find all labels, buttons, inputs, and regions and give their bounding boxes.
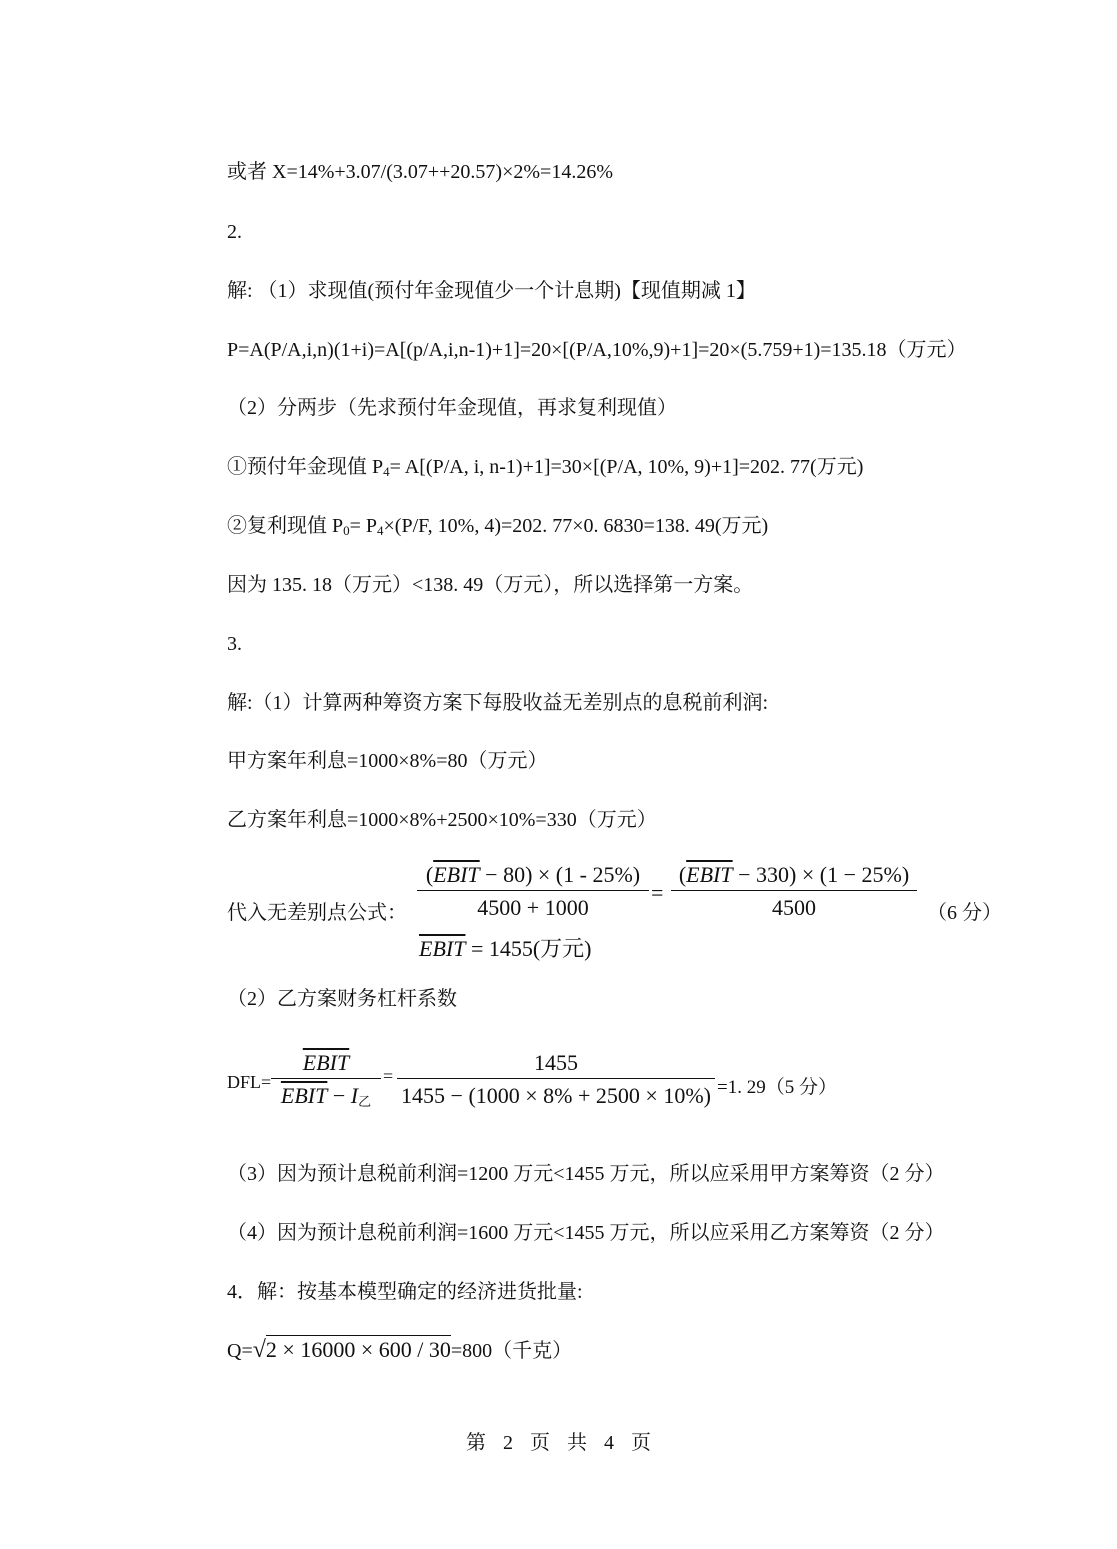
text-span: = P xyxy=(349,515,378,537)
numerator: (EBIT − 80) × (1 - 25%) xyxy=(425,862,641,887)
equals-sign: = xyxy=(651,880,664,905)
subscript: 0 xyxy=(343,523,350,538)
subscript: 4 xyxy=(383,464,390,479)
indifference-point-equation xyxy=(227,858,1047,968)
text-line: （2）分两步（先求预付年金现值，再求复利现值） xyxy=(227,397,677,419)
score-note: （6 分） xyxy=(927,902,1002,924)
text-line: 因为 135. 18（万元）<138. 49（万元），所以选择第一方案。 xyxy=(227,574,754,596)
formula-line: P=A(P/A,i,n)(1+i)=A[(p/A,i,n-1)+1]=20×[(P/A,10%,9)+1]=20×(5.759+1)=135.18（万元） xyxy=(227,339,967,361)
denominator: 4500 + 1000 xyxy=(417,890,649,921)
page-footer: 第 2 页 共 4 页 xyxy=(466,1432,651,1454)
eoq-equation xyxy=(227,1338,572,1363)
numerator: (EBIT − 330) × (1 − 25%) xyxy=(678,862,910,887)
radical-sign: √ xyxy=(252,1337,266,1363)
dfl-prefix: DFL= xyxy=(227,1072,272,1092)
text-line: （2）乙方案财务杠杆系数 xyxy=(227,988,457,1010)
question-number: 2. xyxy=(227,221,242,243)
formula-line xyxy=(227,514,768,543)
text-line: 或者 X=14%+3.07/(3.07++20.57)×2%=14.26% xyxy=(227,161,613,183)
text-span: ×(P/F, 10%, 4)=202. 77×0. 6830=138. 49(万元) xyxy=(383,515,769,537)
eoq-result: =800（千克） xyxy=(450,1340,573,1362)
eoq-prefix: Q= xyxy=(227,1340,253,1362)
equation-label: 代入无差别点公式： xyxy=(227,902,407,924)
question-number: 3. xyxy=(227,633,242,655)
denominator: 1455 − (1000 × 8% + 2500 × 10%) xyxy=(397,1078,715,1109)
dfl-equation xyxy=(227,1050,927,1120)
equals-sign: = xyxy=(383,1066,394,1086)
text-line: （4）因为预计息税前利润=1600 万元<1455 万元，所以应采用乙方案筹资（2 分） xyxy=(227,1222,945,1244)
dfl-fraction-2 xyxy=(397,1050,715,1109)
ebit-result: EBIT = 1455(万元) xyxy=(419,936,592,961)
denominator: 4500 xyxy=(671,890,917,921)
radicand: 2 × 16000 × 600 / 30 xyxy=(265,1337,451,1362)
text-line: 4．解：按基本模型确定的经济进货批量: xyxy=(227,1281,583,1303)
text-span: ①预付年金现值 P xyxy=(227,456,384,478)
text-line: 解:（1）计算两种筹资方案下每股收益无差别点的息税前利润: xyxy=(227,692,769,714)
denominator: EBIT − $I_乙$ xyxy=(271,1078,381,1110)
text-span: ②复利现值 P xyxy=(227,515,344,537)
text-line: 甲方案年利息=1000×8%=80（万元） xyxy=(227,750,548,772)
dfl-result: =1. 29（5 分） xyxy=(717,1077,837,1098)
dfl-fraction-1 xyxy=(271,1050,381,1110)
subscript: 4 xyxy=(377,523,384,538)
left-fraction xyxy=(417,862,649,921)
right-fraction xyxy=(671,862,917,921)
text-line: 解: （1）求现值(预付年金现值少一个计息期)【现值期减 1】 xyxy=(227,280,756,302)
text-line: 乙方案年利息=1000×8%+2500×10%=330（万元） xyxy=(227,809,657,831)
numerator: EBIT xyxy=(302,1050,350,1075)
numerator: 1455 xyxy=(534,1050,578,1075)
text-line: （3）因为预计息税前利润=1200 万元<1455 万元，所以应采用甲方案筹资（2 分） xyxy=(227,1163,945,1185)
text-span: = A[(P/A, i, n-1)+1]=30×[(P/A, 10%, 9)+1]=202. 77(万元) xyxy=(389,456,864,478)
formula-line xyxy=(227,455,863,484)
